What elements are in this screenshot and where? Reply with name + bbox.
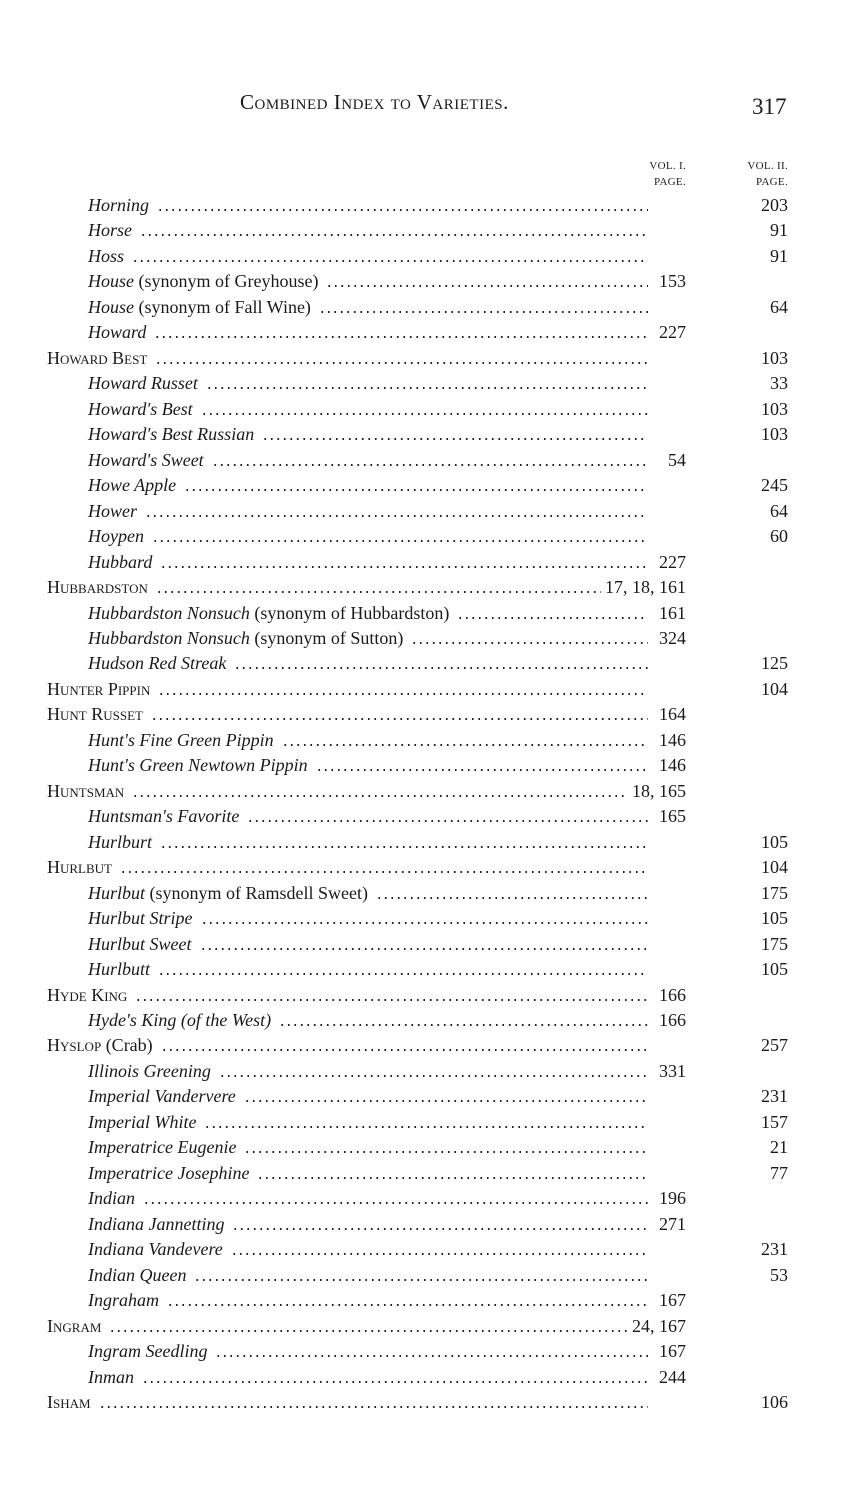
- entry-label: [88, 218, 132, 243]
- entry-line: [88, 1288, 686, 1313]
- variety-name: Hunt's Fine Green Pippin: [88, 729, 274, 750]
- variety-name: Ingram Seedling: [88, 1341, 208, 1362]
- entry-label: [88, 499, 137, 524]
- vol2-page: 104: [761, 678, 788, 699]
- dot-leader: [204, 1125, 648, 1129]
- variety-name: Hower: [88, 500, 137, 521]
- vol1-page: 271: [659, 1213, 686, 1234]
- entry-label: [88, 1365, 134, 1390]
- index-entry: [0, 1237, 850, 1262]
- entry-line: [88, 601, 686, 626]
- index-entry: [0, 550, 850, 575]
- entry-line: [88, 1365, 686, 1390]
- entry-line: [88, 244, 686, 269]
- vol1-page: 324: [659, 627, 686, 648]
- index-entry: [0, 601, 850, 626]
- dot-leader: [201, 921, 648, 925]
- entry-label: [88, 295, 311, 320]
- index-entry: [0, 295, 850, 320]
- dot-leader: [262, 437, 648, 441]
- index-entry: [0, 906, 850, 931]
- vol2-page: 60: [770, 526, 788, 547]
- dot-leader: [135, 998, 648, 1002]
- entry-label: [88, 932, 192, 957]
- entry-line: [47, 1390, 686, 1415]
- index-entry: [0, 830, 850, 855]
- variety-name: Ingram: [47, 1315, 102, 1336]
- entry-line: [88, 550, 686, 575]
- variety-name: Howard Russet: [88, 373, 198, 394]
- entry-line: [88, 957, 686, 982]
- entry-label: [88, 1263, 186, 1288]
- vol1-page: 331: [659, 1060, 686, 1081]
- dot-leader: [279, 1023, 648, 1027]
- dot-leader: [244, 1150, 648, 1154]
- dot-leader: [157, 208, 648, 212]
- entry-line: [88, 830, 686, 855]
- vol2-page: 33: [770, 373, 788, 394]
- variety-name: Hurlbut Sweet: [88, 933, 192, 954]
- index-entry: [0, 218, 850, 243]
- entry-line: [88, 651, 686, 676]
- entry-label: [47, 677, 150, 702]
- dot-leader: [99, 1405, 648, 1409]
- vol2-page: 77: [770, 1162, 788, 1183]
- dot-leader: [376, 896, 648, 900]
- vol2-page: 64: [770, 296, 788, 317]
- dot-leader: [184, 488, 648, 492]
- index-entry: [0, 320, 850, 345]
- dot-leader: [158, 692, 648, 696]
- dot-leader: [132, 259, 648, 263]
- index-list: [0, 193, 850, 1416]
- entry-line: [88, 1212, 686, 1237]
- entry-label: [88, 626, 403, 651]
- vol2-page: 175: [761, 933, 788, 954]
- dot-leader: [244, 1099, 648, 1103]
- index-entry: [0, 575, 850, 600]
- dot-leader: [120, 870, 648, 874]
- entry-label: [88, 957, 150, 982]
- entry-line: [47, 346, 686, 371]
- dot-leader: [155, 361, 648, 365]
- entry-line: [88, 1135, 686, 1160]
- vol1-page: 166: [659, 1010, 686, 1030]
- index-entry: [0, 1059, 850, 1084]
- entry-label: [88, 1212, 224, 1237]
- vol2-page: 64: [770, 500, 788, 521]
- index-entry: [0, 626, 850, 651]
- variety-name: Imperatrice Josephine: [88, 1162, 250, 1183]
- vol2-page: 103: [761, 347, 788, 368]
- vol1-page: 146: [659, 755, 686, 776]
- dot-leader: [316, 768, 648, 772]
- variety-name: Hurlbut: [88, 882, 146, 903]
- entry-label: [47, 1390, 91, 1415]
- entry-line: [88, 881, 686, 906]
- vol2-page: 91: [770, 245, 788, 266]
- dot-leader: [154, 335, 648, 339]
- dot-leader: [142, 1380, 648, 1384]
- vol2-page: 231: [761, 1086, 788, 1107]
- variety-note: (synonym of Greyhouse): [134, 271, 319, 292]
- entry-line: [88, 218, 686, 243]
- vol2-page: 257: [761, 1035, 788, 1056]
- entry-label: [88, 1059, 211, 1084]
- entry-label: [88, 1186, 135, 1211]
- vol2-page: 203: [761, 195, 788, 215]
- variety-name: Huntsman's Favorite: [88, 806, 240, 827]
- dot-leader: [457, 616, 648, 620]
- variety-name: Hurlbut: [47, 857, 112, 878]
- entry-label: [88, 1161, 249, 1186]
- vol1-page: 17, 18, 161: [605, 577, 686, 598]
- index-entry: [0, 651, 850, 676]
- dot-leader: [212, 463, 648, 467]
- entry-line: [88, 371, 686, 396]
- variety-note: (synonym of Ramsdell Sweet): [145, 882, 368, 903]
- dot-leader: [161, 1048, 648, 1052]
- entry-label: [88, 728, 274, 753]
- entry-label: [88, 320, 146, 345]
- entry-label: [88, 397, 193, 422]
- dot-leader: [319, 310, 648, 314]
- entry-label: [88, 550, 152, 575]
- index-entry: [0, 1033, 850, 1058]
- index-entry: [0, 957, 850, 982]
- vol2-page: 105: [761, 908, 788, 929]
- entry-label: [47, 855, 112, 880]
- variety-name: Hubbard: [88, 551, 153, 572]
- entry-line: [88, 448, 686, 473]
- index-entry: [0, 855, 850, 880]
- vol2-page: 53: [770, 1264, 788, 1285]
- entry-label: [88, 371, 198, 396]
- entry-line: [88, 320, 686, 345]
- index-entry: [0, 1161, 850, 1186]
- variety-name: Hunter Pippin: [47, 678, 151, 699]
- entry-label: [88, 1084, 236, 1109]
- dot-leader: [132, 794, 628, 798]
- index-entry: [0, 1110, 850, 1135]
- dot-leader: [231, 1252, 648, 1256]
- dot-leader: [232, 1227, 648, 1231]
- entry-line: [47, 855, 686, 880]
- vol1-page: 196: [659, 1188, 686, 1209]
- variety-name: Indian Queen: [88, 1264, 187, 1285]
- variety-name: Hubbardston Nonsuch: [88, 627, 250, 648]
- vol1-page: 166: [659, 984, 686, 1005]
- vol2-page: 105: [761, 959, 788, 980]
- entry-line: [47, 983, 686, 1008]
- entry-line: [88, 422, 686, 447]
- index-entry: [0, 1008, 850, 1033]
- entry-line: [47, 575, 686, 600]
- variety-name: Imperial Vandervere: [88, 1086, 236, 1107]
- index-entry: [0, 702, 850, 727]
- vol2-page: 175: [761, 882, 788, 903]
- variety-name: Hubbardston: [47, 577, 148, 598]
- variety-name: Horning: [88, 195, 150, 215]
- entry-label: [88, 804, 239, 829]
- entry-label: [88, 244, 124, 269]
- variety-name: Imperial White: [88, 1111, 197, 1132]
- vol1-page: 227: [659, 322, 686, 343]
- index-entry: [0, 881, 850, 906]
- index-entry: [0, 448, 850, 473]
- index-entry: [0, 473, 850, 498]
- dot-leader: [215, 1354, 648, 1358]
- variety-name: Illinois Greening: [88, 1060, 211, 1081]
- index-entry: [0, 753, 850, 778]
- vol2-page: 103: [761, 398, 788, 419]
- dot-leader: [160, 845, 648, 849]
- entry-line: [88, 1084, 686, 1109]
- index-entry: [0, 1186, 850, 1211]
- vol1-page: 167: [659, 1341, 686, 1362]
- vol1-page: 167: [659, 1290, 686, 1311]
- entry-line: [88, 1161, 686, 1186]
- variety-note: (Crab): [101, 1035, 153, 1056]
- entry-label: [47, 779, 124, 804]
- entry-label: [88, 651, 226, 676]
- variety-name: Hudson Red Streak: [88, 653, 227, 674]
- variety-name: Hunt Russet: [47, 704, 143, 725]
- entry-label: [88, 601, 449, 626]
- variety-name: Hyde King: [47, 984, 128, 1005]
- vol2-page: 103: [761, 424, 788, 445]
- variety-name: Howard's Best Russian: [88, 424, 255, 445]
- page-title: Combined Index to Varieties.: [240, 90, 509, 114]
- dot-leader: [151, 717, 648, 721]
- vol1-page: 54: [668, 449, 686, 470]
- variety-name: Hoypen: [88, 526, 144, 547]
- entry-label: [88, 1008, 271, 1033]
- index-entry: [0, 1263, 850, 1288]
- vol2-page: 231: [761, 1239, 788, 1260]
- entry-line: [88, 193, 686, 218]
- entry-line: [88, 524, 686, 549]
- entry-line: [88, 397, 686, 422]
- variety-name: House: [88, 296, 134, 317]
- index-entry: [0, 1288, 850, 1313]
- entry-label: [47, 702, 143, 727]
- index-entry: [0, 779, 850, 804]
- index-entry: [0, 1390, 850, 1415]
- entry-label: [88, 524, 144, 549]
- page-number: 317: [752, 94, 787, 119]
- entry-label: [88, 830, 152, 855]
- entry-line: [88, 295, 686, 320]
- entry-label: [47, 575, 148, 600]
- dot-leader: [152, 539, 648, 543]
- dot-leader: [145, 514, 648, 518]
- column-header-vol2: VOL. II. PAGE.: [747, 160, 788, 188]
- vol2-page: 104: [761, 857, 788, 878]
- vol1-page: 227: [659, 551, 686, 572]
- index-entry: [0, 677, 850, 702]
- variety-name: Indiana Jannetting: [88, 1213, 225, 1234]
- variety-name: Hunt's Green Newtown Pippin: [88, 755, 308, 776]
- variety-name: Hyde's King (of the West): [88, 1010, 272, 1030]
- entry-label: [88, 473, 176, 498]
- entry-line: [88, 269, 686, 294]
- variety-name: Hurlburt: [88, 831, 153, 852]
- column-header-vol1: VOL. I. PAGE.: [649, 160, 686, 188]
- variety-name: Howard's Sweet: [88, 449, 204, 470]
- dot-leader: [160, 565, 648, 569]
- entry-line: [88, 499, 686, 524]
- entry-line: [88, 1186, 686, 1211]
- entry-label: [88, 193, 149, 218]
- entry-label: [47, 983, 127, 1008]
- entry-label: [88, 269, 318, 294]
- variety-name: Hurlbut Stripe: [88, 908, 193, 929]
- entry-line: [47, 677, 686, 702]
- entry-label: [88, 753, 308, 778]
- entry-label: [47, 346, 147, 371]
- variety-name: Howard Best: [47, 347, 148, 368]
- index-entry: [0, 1084, 850, 1109]
- entry-label: [88, 1135, 236, 1160]
- dot-leader: [158, 972, 648, 976]
- index-entry: [0, 346, 850, 371]
- vol2-page: 105: [761, 831, 788, 852]
- entry-line: [88, 1008, 686, 1033]
- variety-name: Howard: [88, 322, 147, 343]
- entry-line: [88, 473, 686, 498]
- dot-leader: [257, 1176, 648, 1180]
- vol2-page: 245: [761, 475, 788, 496]
- entry-label: [47, 1314, 101, 1339]
- variety-name: Howe Apple: [88, 475, 177, 496]
- entry-line: [88, 932, 686, 957]
- entry-label: [88, 1288, 159, 1313]
- index-entry: [0, 269, 850, 294]
- dot-leader: [201, 412, 648, 416]
- vol2-page: 125: [761, 653, 788, 674]
- index-entry: [0, 371, 850, 396]
- entry-line: [88, 1110, 686, 1135]
- entry-line: [88, 1339, 686, 1364]
- entry-line: [88, 753, 686, 778]
- entry-label: [88, 906, 193, 931]
- entry-line: [88, 1059, 686, 1084]
- vol1-page: 153: [659, 271, 686, 292]
- dot-leader: [219, 1074, 648, 1078]
- entry-label: [88, 448, 204, 473]
- dot-leader: [206, 386, 648, 390]
- variety-name: Huntsman: [47, 780, 125, 801]
- index-entry: [0, 244, 850, 269]
- entry-line: [47, 779, 686, 804]
- dot-leader: [247, 819, 648, 823]
- variety-note: (synonym of Sutton): [249, 627, 404, 648]
- vol1-page: 18, 165: [632, 780, 686, 801]
- index-entry: [0, 1339, 850, 1364]
- dot-leader: [140, 233, 648, 237]
- entry-label: [88, 1237, 223, 1262]
- entry-line: [88, 906, 686, 931]
- dot-leader: [143, 1201, 648, 1205]
- variety-note: (synonym of Fall Wine): [134, 296, 311, 317]
- entry-line: [88, 626, 686, 651]
- vol1-page: 164: [659, 704, 686, 725]
- dot-leader: [282, 743, 648, 747]
- variety-name: Inman: [88, 1366, 134, 1387]
- variety-name: Indiana Vandevere: [88, 1239, 223, 1260]
- entry-label: [88, 1339, 207, 1364]
- dot-leader: [234, 666, 648, 670]
- index-entry: [0, 804, 850, 829]
- vol1-page: 244: [659, 1366, 686, 1387]
- variety-name: Hubbardston Nonsuch: [88, 602, 250, 623]
- vol2-page: 157: [761, 1111, 788, 1132]
- dot-leader: [411, 641, 648, 645]
- vol1-page: 165: [659, 806, 686, 827]
- index-entry: [0, 524, 850, 549]
- entry-line: [88, 1237, 686, 1262]
- index-entry: [0, 1135, 850, 1160]
- variety-name: Imperatrice Eugenie: [88, 1137, 237, 1158]
- variety-name: House: [88, 271, 134, 292]
- vol2-page: 91: [770, 220, 788, 241]
- index-entry: [0, 1365, 850, 1390]
- variety-name: Hoss: [88, 245, 125, 266]
- variety-name: Howard's Best: [88, 398, 193, 419]
- dot-leader: [109, 1329, 628, 1333]
- variety-name: Ingraham: [88, 1290, 159, 1311]
- entry-line: [47, 702, 686, 727]
- vol1-page: 24, 167: [632, 1315, 686, 1336]
- vol1-page: 161: [659, 602, 686, 623]
- variety-name: Isham: [47, 1392, 91, 1413]
- vol1-page: 146: [659, 729, 686, 750]
- index-entry: [0, 397, 850, 422]
- index-entry: [0, 499, 850, 524]
- index-entry: [0, 728, 850, 753]
- index-entry: [0, 1314, 850, 1339]
- dot-leader: [194, 1278, 648, 1282]
- variety-name: Indian: [88, 1188, 135, 1209]
- entry-label: [88, 422, 254, 447]
- entry-label: [88, 1110, 196, 1135]
- vol2-page: 106: [761, 1392, 788, 1413]
- entry-label: [88, 881, 368, 906]
- dot-leader: [156, 590, 601, 594]
- index-entry: [0, 932, 850, 957]
- dot-leader: [326, 284, 648, 288]
- index-entry: [0, 422, 850, 447]
- index-entry: [0, 193, 850, 218]
- vol2-page: 21: [770, 1137, 788, 1158]
- index-entry: [0, 983, 850, 1008]
- entry-line: [47, 1033, 686, 1058]
- variety-name: Horse: [88, 220, 132, 241]
- variety-note: (synonym of Hubbardston): [249, 602, 450, 623]
- entry-line: [88, 804, 686, 829]
- entry-label: [47, 1033, 153, 1058]
- index-entry: [0, 1212, 850, 1237]
- entry-line: [47, 1314, 686, 1339]
- entry-line: [88, 728, 686, 753]
- entry-line: [88, 1263, 686, 1288]
- dot-leader: [200, 947, 649, 951]
- dot-leader: [167, 1303, 648, 1307]
- variety-name: Hyslop: [47, 1035, 102, 1056]
- variety-name: Hurlbutt: [88, 959, 151, 980]
